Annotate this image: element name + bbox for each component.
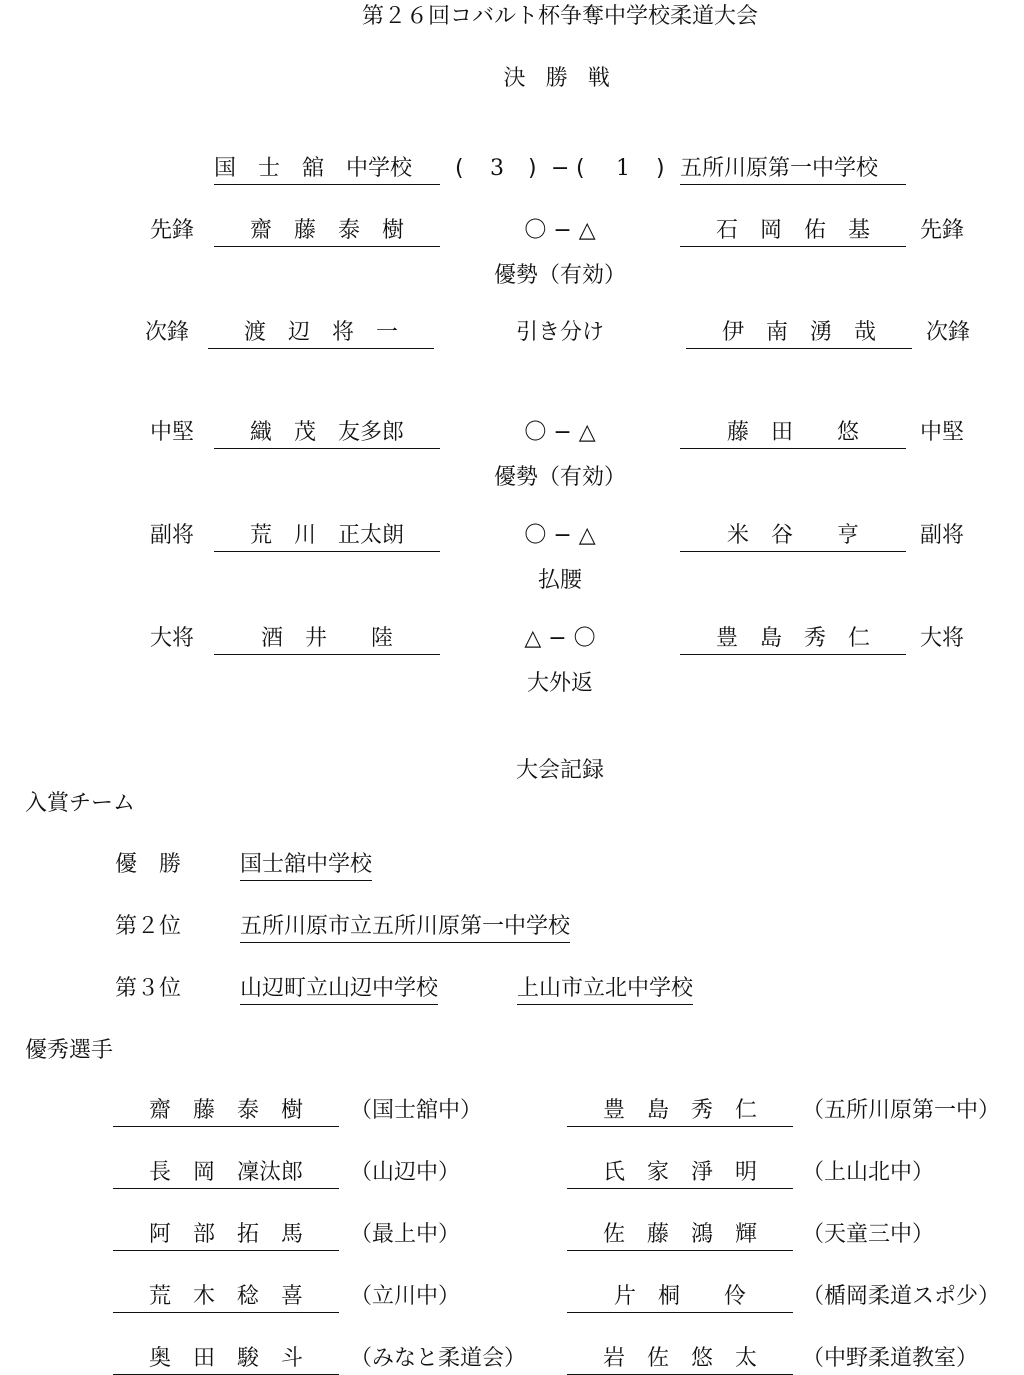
player-team: （立川中） [350,1284,461,1309]
winners-heading: 入賞チーム [25,791,136,816]
bout-result: 〇 − △ [524,420,596,445]
paren-open-1: ( [455,156,464,181]
bout-player-right: 石 岡 佑 基 [680,216,906,247]
bout-position-right: 次鋒 [926,320,971,345]
bout-position-right: 大将 [920,626,965,651]
bout-position-right: 副将 [920,523,965,548]
player-team: （上山北中） [802,1160,935,1185]
final-heading: 決 勝 戦 [503,66,617,91]
player-team: （天童三中） [802,1222,935,1247]
player-name: 荒 木 稔 喜 [113,1282,339,1313]
bout-technique: 払腰 [537,568,582,593]
player-name: 奥 田 駿 斗 [113,1344,339,1375]
players-heading: 優秀選手 [25,1038,114,1063]
place-rank: 優 勝 [115,852,182,877]
bout-position-left: 先鋒 [150,218,195,243]
player-name: 齋 藤 泰 樹 [113,1096,339,1127]
player-name: 岩 佐 悠 太 [567,1344,793,1375]
score-right: 1 [616,156,630,181]
bout-technique: 優勢（有効） [493,465,626,490]
bout-result: 〇 − △ [524,523,596,548]
bout-result: 引き分け [515,320,604,345]
bout-position-left: 副将 [150,523,195,548]
bout-player-right: 豊 島 秀 仁 [680,624,906,655]
player-name: 佐 藤 鴻 輝 [567,1220,793,1251]
bout-position-right: 中堅 [920,420,965,445]
bout-position-left: 次鋒 [145,320,190,345]
player-name: 長 岡 凜汰郎 [113,1158,339,1189]
player-name: 片 桐 伶 [567,1282,793,1313]
bout-result: △ − 〇 [524,626,596,651]
place-team: 五所川原市立五所川原第一中学校 [240,912,570,943]
bout-player-right: 伊 南 湧 哉 [686,318,912,349]
team-right: 五所川原第一中学校 [680,154,906,185]
player-team: （五所川原第一中） [802,1098,1001,1123]
player-name: 氏 家 淨 明 [567,1158,793,1189]
player-name: 豊 島 秀 仁 [567,1096,793,1127]
paren-open-2: ( [576,156,585,181]
score-dash: − [551,156,570,181]
bout-player-right: 米 谷 亨 [680,521,906,552]
score-left: 3 [490,156,504,181]
place-team: 国士舘中学校 [240,850,372,881]
bout-player-left: 荒 川 正太朗 [214,521,440,552]
bout-player-right: 藤 田 悠 [680,418,906,449]
bout-technique: 大外返 [526,671,593,696]
player-name: 阿 部 拓 馬 [113,1220,339,1251]
player-team: （みなと柔道会） [350,1346,527,1371]
record-heading: 大会記録 [515,758,604,783]
bout-player-left: 酒 井 陸 [214,624,440,655]
page-title: 第２６回コバルト杯争奪中学校柔道大会 [361,4,758,29]
place-rank: 第３位 [115,976,182,1001]
bout-player-left: 齋 藤 泰 樹 [214,216,440,247]
paren-close-1: ) [528,156,537,181]
bout-position-right: 先鋒 [920,218,965,243]
paren-close-2: ) [656,156,665,181]
player-team: （山辺中） [350,1160,461,1185]
place-rank: 第２位 [115,914,182,939]
bout-player-left: 織 茂 友多郎 [214,418,440,449]
place-team: 山辺町立山辺中学校 [240,974,438,1005]
player-team: （楯岡柔道スポ少） [802,1284,1001,1309]
bout-position-left: 中堅 [150,420,195,445]
bout-player-left: 渡 辺 将 一 [208,318,434,349]
player-team: （中野柔道教室） [802,1346,979,1371]
bout-result: 〇 − △ [524,218,596,243]
place-team: 上山市立北中学校 [517,974,693,1005]
player-team: （最上中） [350,1222,461,1247]
team-left: 国 士 舘 中学校 [214,154,440,185]
bout-technique: 優勢（有効） [493,263,626,288]
bout-position-left: 大将 [150,626,195,651]
player-team: （国士舘中） [350,1098,483,1123]
